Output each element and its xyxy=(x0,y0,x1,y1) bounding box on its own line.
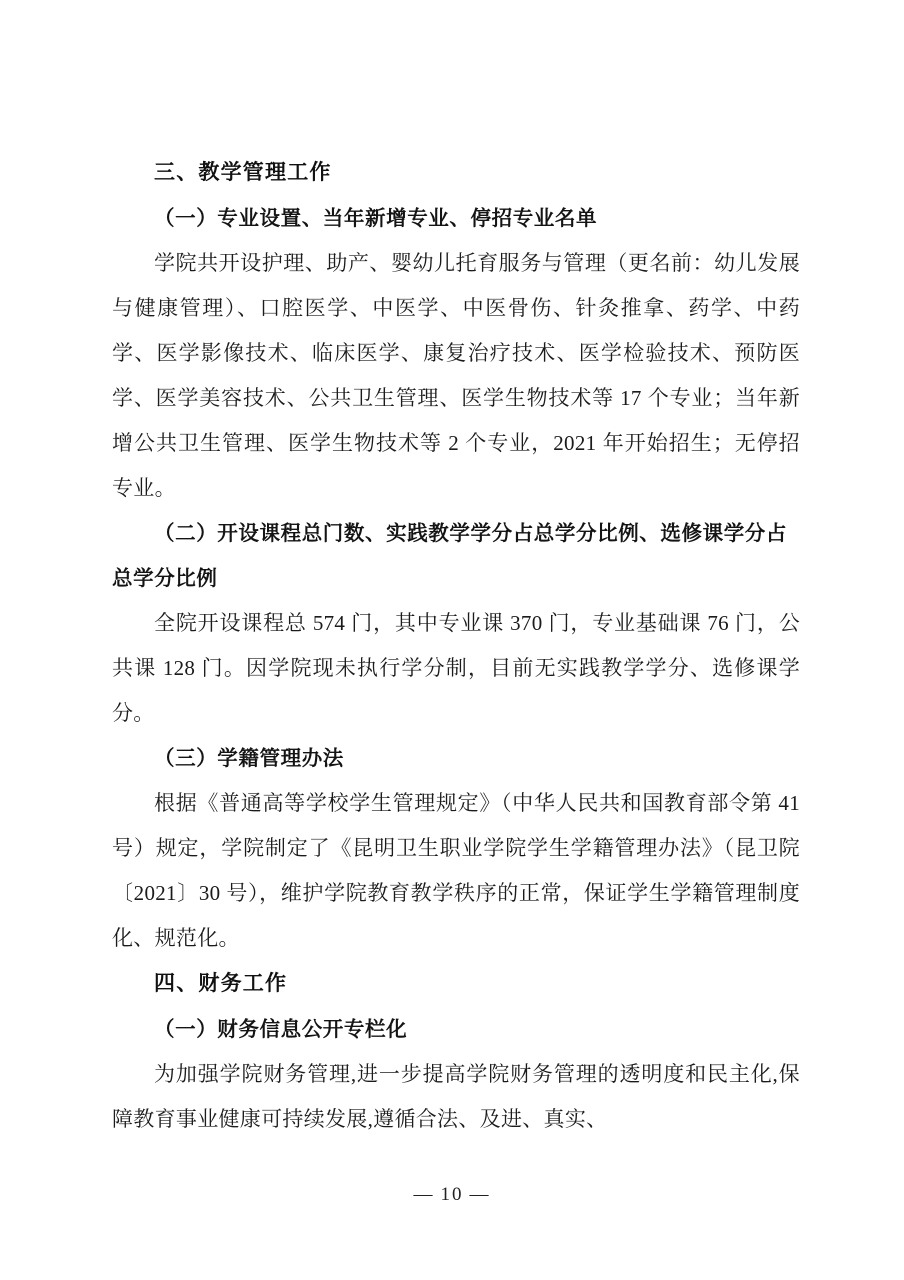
section-heading-4: 四、财务工作 xyxy=(154,971,288,995)
footer-dash-right: — xyxy=(469,1184,491,1205)
page-footer xyxy=(0,1184,904,1206)
document-body xyxy=(112,150,800,1142)
subsection-heading-3-3: （三）学籍管理办法 xyxy=(154,746,344,770)
page-number: 10 xyxy=(440,1184,464,1205)
paragraph-student-status-rules: 根据《普通高等学校学生管理规定》（中华人民共和国教育部令第 41 号）规定，学院制定了《昆明卫生职业学院学生学籍管理办法》（昆卫院〔2021〕30 号），维护学院教育教学秩序的正常，保证学生学籍管理制度化、规范化。 xyxy=(112,791,801,950)
paragraph-finance-disclosure: 为加强学院财务管理,进一步提高学院财务管理的透明度和民主化,保障教育事业健康可持续发展,遵循合法、及进、真实、 xyxy=(112,1062,800,1131)
footer-dash-left: — xyxy=(413,1184,435,1205)
section-heading-3: 三、教学管理工作 xyxy=(154,160,332,184)
subsection-heading-3-2: （二）开设课程总门数、实践教学学分占总学分比例、选修课学分占总学分比例 xyxy=(112,521,787,590)
subsection-heading-4-1: （一）财务信息公开专栏化 xyxy=(154,1017,408,1041)
paragraph-course-counts: 全院开设课程总 574 门，其中专业课 370 门，专业基础课 76 门，公共课 128 门。因学院现未执行学分制，目前无实践教学学分、选修课学分。 xyxy=(112,611,800,725)
subsection-heading-3-1: （一）专业设置、当年新增专业、停招专业名单 xyxy=(154,206,598,230)
paragraph-majors-list: 学院共开设护理、助产、婴幼儿托育服务与管理（更名前：幼儿发展与健康管理）、口腔医学、中医学、中医骨伤、针灸推拿、药学、中药学、医学影像技术、临床医学、康复治疗技术、医学检验技术、预防医学、医学美容技术、公共卫生管理、医学生物技术等 17 个专业；当年新增公共卫生管理、医学生物技术等 2 个专业，2021 年开始招生；无停招专业。 xyxy=(112,251,800,500)
